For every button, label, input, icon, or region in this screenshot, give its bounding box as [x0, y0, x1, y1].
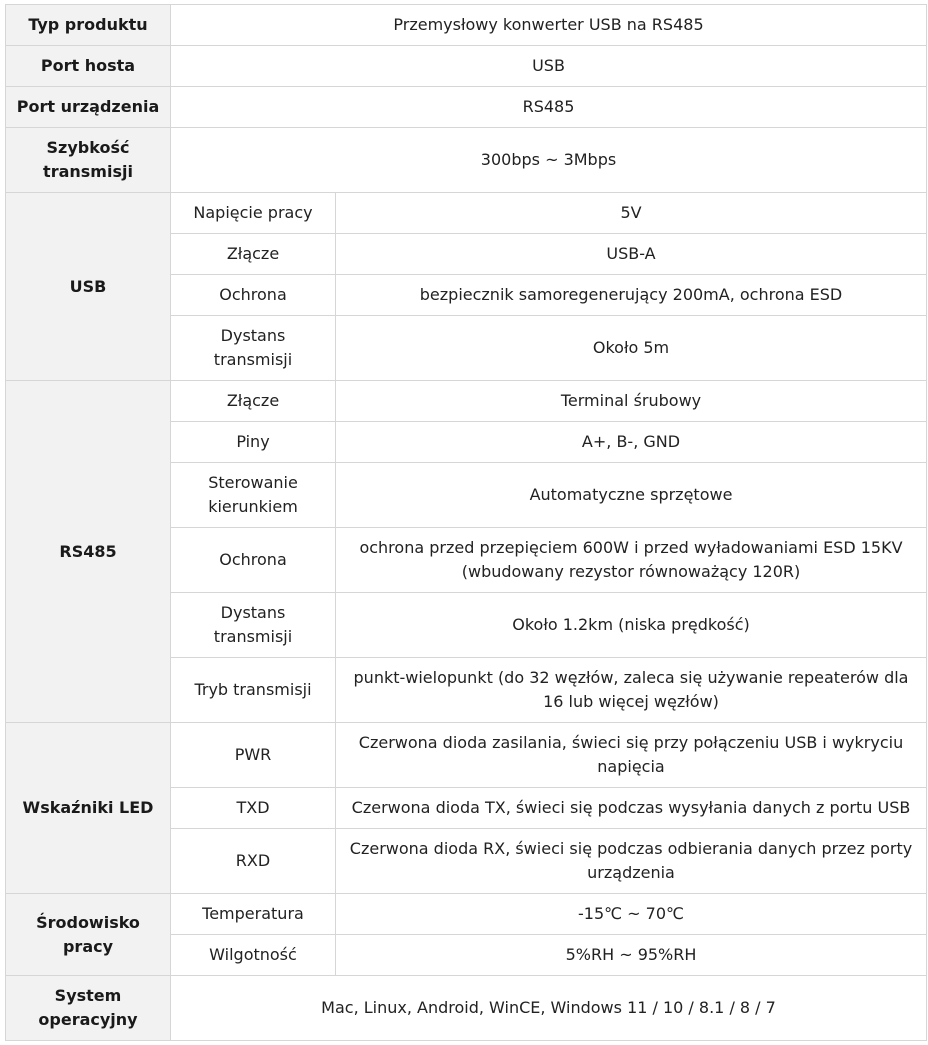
sub-label-led-rxd: RXD [171, 829, 336, 894]
sub-value-humidity: 5%RH ~ 95%RH [336, 935, 927, 976]
sub-label-usb-voltage: Napięcie pracy [171, 193, 336, 234]
sub-value-rs485-mode: punkt-wielopunkt (do 32 węzłów, zaleca się używanie repeaterów dla 16 lub więcej węzłów) [336, 658, 927, 723]
group-label-usb: USB [6, 193, 171, 381]
row-label-product-type: Typ produktu [6, 5, 171, 46]
row-value-os: Mac, Linux, Android, WinCE, Windows 11 / 10 / 8.1 / 8 / 7 [171, 976, 927, 1041]
table-row [6, 723, 927, 788]
table-row [6, 128, 927, 193]
sub-value-usb-distance: Około 5m [336, 316, 927, 381]
sub-label-rs485-pins: Piny [171, 422, 336, 463]
sub-value-led-pwr: Czerwona dioda zasilania, świeci się przy połączeniu USB i wykryciu napięcia [336, 723, 927, 788]
sub-label-rs485-protection: Ochrona [171, 528, 336, 593]
sub-label-rs485-distance: Dystans transmisji [171, 593, 336, 658]
sub-label-usb-distance: Dystans transmisji [171, 316, 336, 381]
sub-value-led-rxd: Czerwona dioda RX, świeci się podczas odbierania danych przez porty urządzenia [336, 829, 927, 894]
sub-value-rs485-pins: A+, B-, GND [336, 422, 927, 463]
table-row [6, 5, 927, 46]
sub-label-temperature: Temperatura [171, 894, 336, 935]
sub-label-rs485-connector: Złącze [171, 381, 336, 422]
table-row [6, 381, 927, 422]
sub-label-rs485-mode: Tryb transmisji [171, 658, 336, 723]
row-label-os: System operacyjny [6, 976, 171, 1041]
row-value-baud: 300bps ~ 3Mbps [171, 128, 927, 193]
sub-value-usb-protection: bezpiecznik samoregenerujący 200mA, ochrona ESD [336, 275, 927, 316]
sub-value-led-txd: Czerwona dioda TX, świeci się podczas wysyłania danych z portu USB [336, 788, 927, 829]
row-label-baud: Szybkość transmisji [6, 128, 171, 193]
sub-value-rs485-protection: ochrona przed przepięciem 600W i przed wyładowaniami ESD 15KV (wbudowany rezystor równoważący 120R) [336, 528, 927, 593]
row-value-product-type: Przemysłowy konwerter USB na RS485 [171, 5, 927, 46]
sub-label-usb-protection: Ochrona [171, 275, 336, 316]
table-row [6, 87, 927, 128]
sub-label-led-pwr: PWR [171, 723, 336, 788]
table-row [6, 894, 927, 935]
sub-label-humidity: Wilgotność [171, 935, 336, 976]
group-label-led: Wskaźniki LED [6, 723, 171, 894]
sub-value-rs485-direction: Automatyczne sprzętowe [336, 463, 927, 528]
sub-label-usb-connector: Złącze [171, 234, 336, 275]
group-label-environment: Środowisko pracy [6, 894, 171, 976]
row-value-device-port: RS485 [171, 87, 927, 128]
sub-value-rs485-connector: Terminal śrubowy [336, 381, 927, 422]
row-label-device-port: Port urządzenia [6, 87, 171, 128]
row-label-host-port: Port hosta [6, 46, 171, 87]
sub-value-temperature: -15℃ ~ 70℃ [336, 894, 927, 935]
sub-value-rs485-distance: Około 1.2km (niska prędkość) [336, 593, 927, 658]
group-label-rs485: RS485 [6, 381, 171, 723]
table-row [6, 193, 927, 234]
table-row [6, 46, 927, 87]
spec-table [5, 4, 927, 1041]
sub-label-rs485-direction: Sterowanie kierunkiem [171, 463, 336, 528]
sub-label-led-txd: TXD [171, 788, 336, 829]
row-value-host-port: USB [171, 46, 927, 87]
sub-value-usb-connector: USB-A [336, 234, 927, 275]
table-row [6, 976, 927, 1041]
sub-value-usb-voltage: 5V [336, 193, 927, 234]
